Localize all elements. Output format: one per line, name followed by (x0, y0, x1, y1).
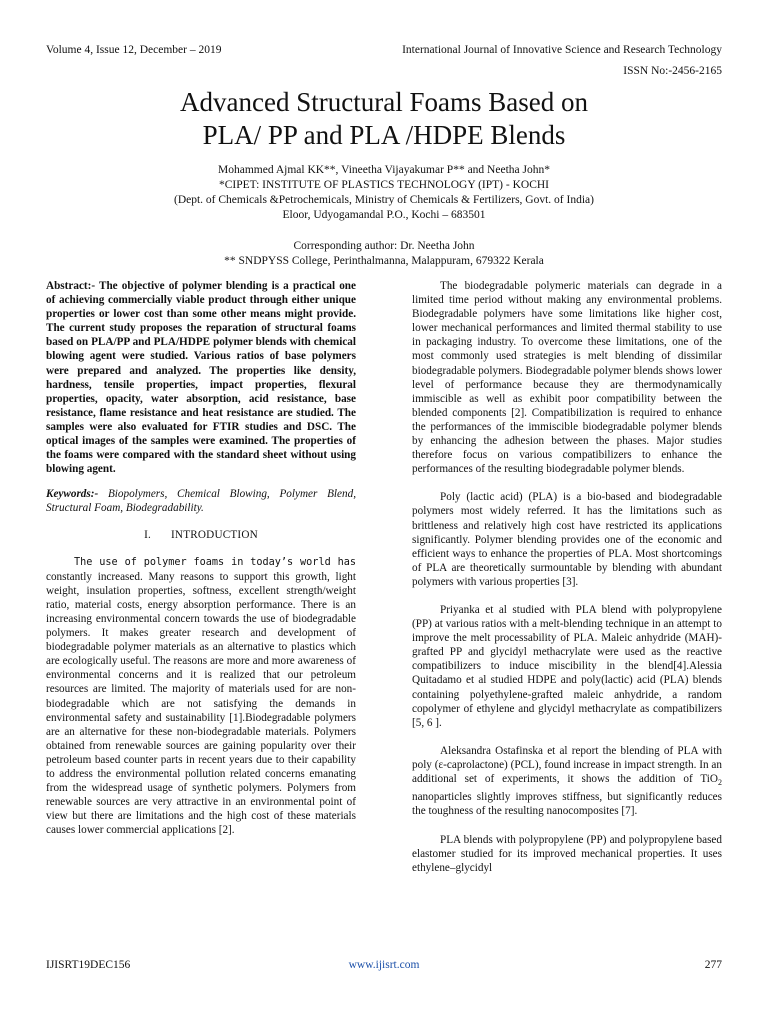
keywords-label: Keywords:- (46, 488, 99, 501)
abstract: Abstract:- The objective of polymer blending is a practical one of achieving commercially viable product through either unique properties or lower cost than some other means might provide. The current study proposes the reparation of structural foams based on PLA/PP and PLA/HDPE polymer blends with chemical blowing agent were studied. Various ratios of base polymers were prepared and analyzed. The properties like density, hardness, tensile properties, impact properties, flexural properties, opacity, water absorption, acid resistance, base resistance, flame resistance and heat resistance are studied. The samples were also evaluated for FTIR studies and DSC. The optical images of the samples were examined. The properties of the foams were compared with the standard sheet without using blowing agent. (46, 280, 356, 476)
issn-number: ISSN No:-2456-2165 (623, 65, 722, 77)
author-block (0, 163, 768, 269)
intro-lead: The use of polymer foams in today’s world has (74, 556, 356, 568)
intro-paragraph (46, 555, 356, 838)
p4-text-before: Aleksandra Ostafinska et al report the blending of PLA with poly (ε-caprolactone) (PCL), found increase in impact strength. In an additional set of experiments, it shows the addition of TiO (412, 744, 722, 785)
paper-id: IJISRT19DEC156 (46, 959, 131, 971)
journal-name: International Journal of Innovative Science and Research Technology (402, 44, 722, 56)
title-line-2: PLA/ PP and PLA /HDPE Blends (202, 120, 566, 150)
affiliation-3: Eloor, Udyogamandal P.O., Kochi – 683501 (282, 209, 486, 221)
keywords (46, 487, 356, 515)
right-column (412, 279, 722, 875)
p4-subscript: 2 (718, 778, 722, 788)
corresponding-author: Corresponding author: Dr. Neetha John (293, 240, 475, 252)
journal-website (0, 959, 768, 971)
keywords-text: Biopolymers, Chemical Blowing, Polymer Blend, Structural Foam, Biodegradability. (46, 488, 356, 515)
right-paragraph-3: Priyanka et al studied with PLA blend with polypropylene (PP) at various ratios with a melt-blending technique in an attempt to improve the melt processability of PLA. Maleic anhydride (MAH)-grafted PP and glycidyl methacrylate were used as the reactive compatibilizers to induce miscibility in the blend[4].Alessia Quitadamo et al studied HDPE and poly(lactic) acid (PLA) blends containing polyethylene-grafted maleic anhydride, a random copolymer of ethylene and glycidyl methacrylate as compatibilizers [5, 6 ]. (412, 603, 722, 729)
section-heading (46, 528, 356, 542)
right-paragraph-5: PLA blends with polypropylene (PP) and polypropylene based elastomer studied for its improved mechanical properties. It uses ethylene–glycidyl (412, 833, 722, 874)
journal-volume: Volume 4, Issue 12, December – 2019 (46, 44, 222, 56)
section-number: I. (144, 528, 151, 541)
title-line-1: Advanced Structural Foams Based on (180, 87, 588, 117)
p4-text-after: nanoparticles slightly improves stiffness, but significantly reduces the toughness of the resulting nanocomposites [7]. (412, 791, 722, 818)
journal-website-link[interactable]: www.ijisrt.com (348, 959, 420, 971)
paper-title (0, 86, 768, 152)
left-column (46, 279, 356, 837)
affiliation-1: *CIPET: INSTITUTE OF PLASTICS TECHNOLOGY (IPT) - KOCHI (218, 179, 550, 191)
right-paragraph-1: The biodegradable polymeric materials can degrade in a limited time period without making any environmental problems. Biodegradable polymers have some limitations like higher cost, lower mechanical performances and limited thermal stability to use in packaging industry. To overcome these limitations, one of the most commonly used strategies is melt blending of dissimilar biodegradable polymers. Biodegradable polymer blends shows lower level of performance because they are thermodynamically immiscible as well as exhibit poor compatibility between the blended components [2]. Compatibilization is required to enhance the performances of the immiscible biodegradable polymer blends by enhancing the adhesion between the phases. Major studies therefore focus on various compatibilizers to enhance the performances of the resulting biodegradable polymer blends. (412, 280, 722, 476)
page-number: 277 (704, 959, 722, 971)
affiliation-2: (Dept. of Chemicals &Petrochemicals, Ministry of Chemicals & Fertilizers, Govt. of India) (174, 194, 594, 206)
section-title: INTRODUCTION (171, 528, 258, 541)
right-paragraph-4 (412, 744, 722, 819)
intro-body: constantly increased. Many reasons to support this growth, light weight, insulation properties, softness, excellent strength/weight ratio, material costs, energy absorption performance. There is an increasing environmental concern towards the use of biodegradable polymers. It makes greater research and development of biodegradable polymer materials as an alternative to plastics which are ecologically useful. The reasons are more and more awareness of environmental concerns and it is realized that our petroleum resources are limited. The majority of materials used for are non-biodegradable which are not satisfying the demands in environmental safety and sustainability [1].Biodegradable polymers are an alternative for these non-biodegradable materials. Polymers obtained from renewable sources are gaining popularity over their petroleum based counter parts in recent years due to their capability to address the environmental pollution related concerns emanating from the widespread usage of synthetic polymers. Polymers from renewable sources are very attractive in an environmental point of view but there are limitations and the high cost of these materials causes lower commercial applications [2]. (46, 570, 356, 837)
author-names: Mohammed Ajmal KK**, Vineetha Vijayakumar P** and Neetha John* (218, 164, 550, 176)
right-paragraph-2: Poly (lactic acid) (PLA) is a bio-based and biodegradable polymers most widely referred. It has the limitations such as brittleness and relatively high cost have restricted its applications significantly. Polymer blending provides one of the economic and efficient ways to enhance the properties of PLA. Most shortcomings of PLA are theoretically surmountable by blending with abundant polymers with various properties [3]. (412, 491, 722, 588)
affiliation-4: ** SNDPYSS College, Perinthalmanna, Malappuram, 679322 Kerala (224, 255, 544, 267)
